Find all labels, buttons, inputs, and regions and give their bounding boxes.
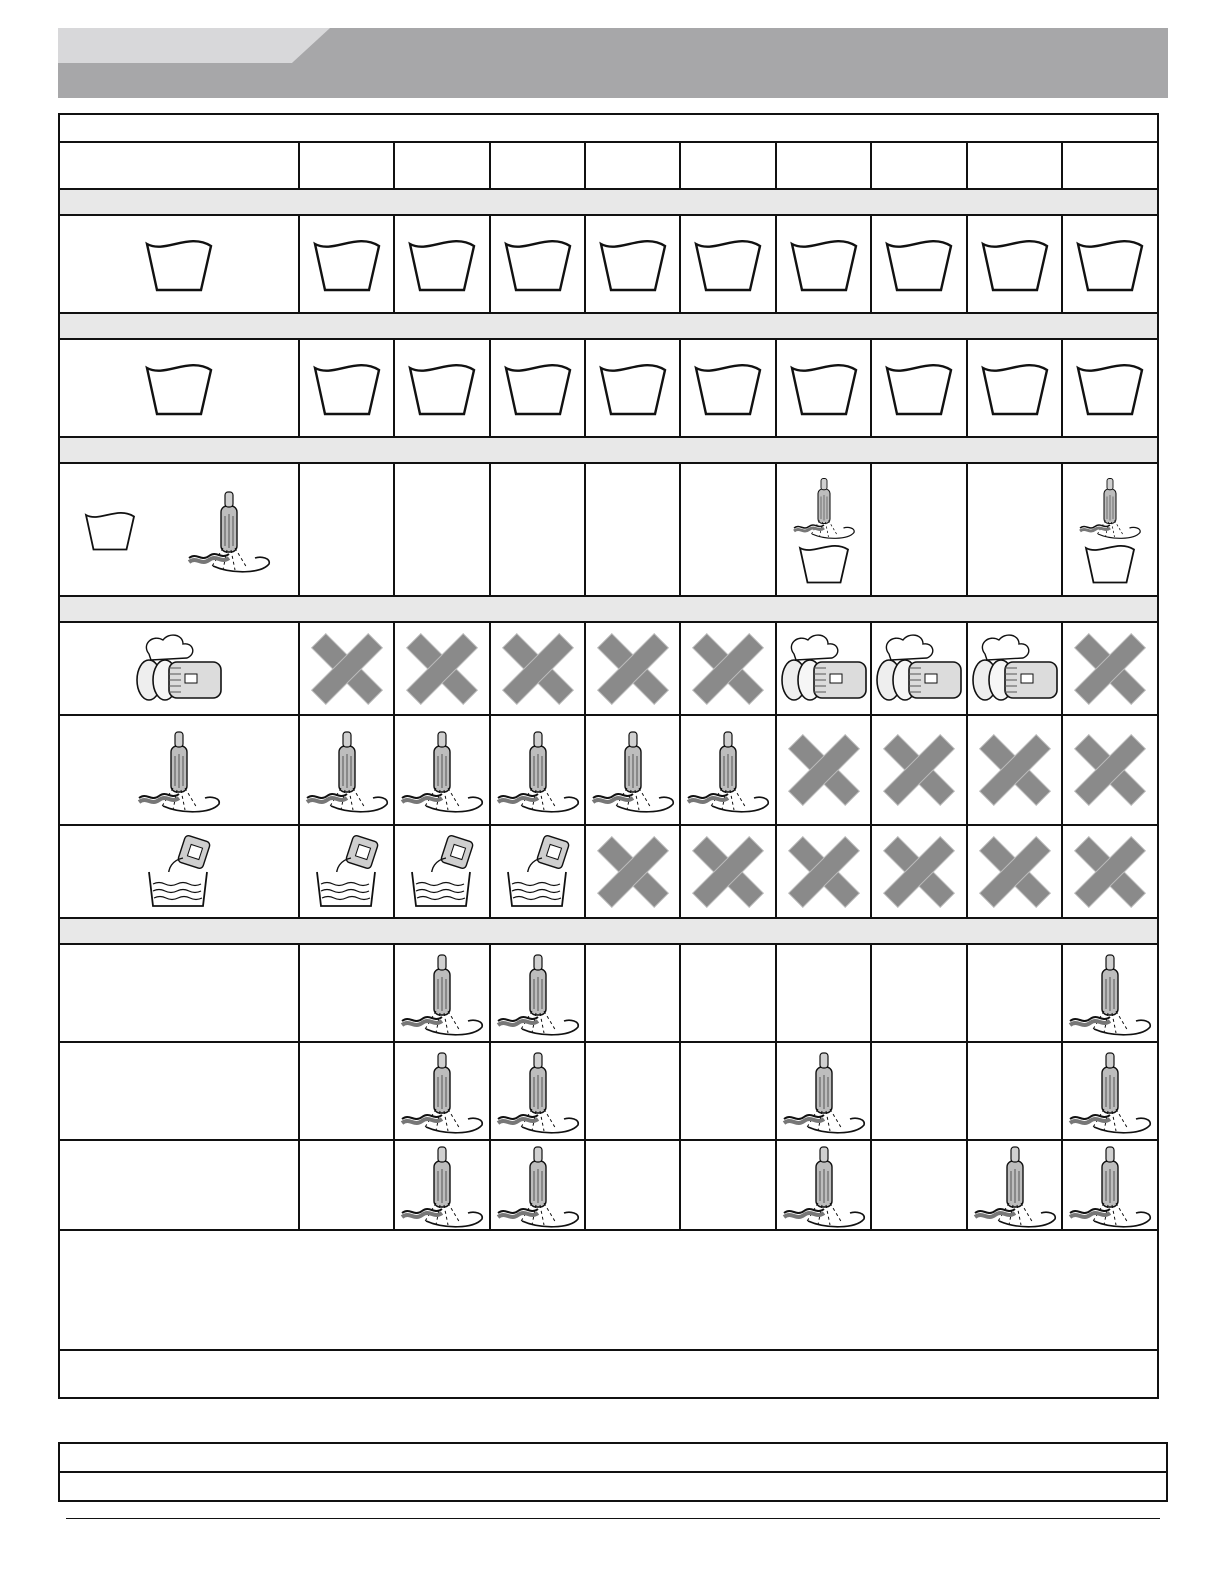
data-cell <box>871 622 967 715</box>
wash-basin-icon <box>597 234 669 294</box>
wash-basin-icon <box>1083 540 1137 586</box>
data-cell <box>967 944 1062 1042</box>
data-cell <box>585 825 680 918</box>
wash-basin-icon <box>406 234 478 294</box>
data-cell <box>680 1042 776 1140</box>
footer-row <box>59 1472 1167 1501</box>
spray-nozzle-icon <box>969 1141 1061 1229</box>
spray-nozzle-icon <box>492 1047 584 1135</box>
data-cell <box>490 1042 585 1140</box>
not-suitable-icon <box>788 836 860 908</box>
row-label-cell <box>59 622 299 715</box>
column-header-cell <box>1062 142 1158 189</box>
data-cell <box>490 339 585 437</box>
wash-basin-icon <box>883 234 955 294</box>
data-cell <box>967 622 1062 715</box>
data-cell <box>585 339 680 437</box>
wash-basin-icon <box>311 234 383 294</box>
wash-basin-icon <box>788 234 860 294</box>
not-suitable-icon <box>597 633 669 705</box>
wash-basin-icon <box>1074 358 1146 418</box>
spray-nozzle-icon <box>301 726 393 814</box>
data-cell <box>1062 825 1158 918</box>
table-row <box>59 189 1158 215</box>
wash-basin-icon <box>406 358 478 418</box>
table-row <box>59 215 1158 313</box>
data-cell <box>680 825 776 918</box>
wash-basin-icon <box>692 234 764 294</box>
data-cell <box>967 463 1062 596</box>
data-cell <box>490 622 585 715</box>
data-cell <box>299 825 394 918</box>
column-header-cell <box>967 142 1062 189</box>
data-cell <box>871 1042 967 1140</box>
spray-nozzle-icon <box>1075 474 1145 540</box>
data-cell <box>585 463 680 596</box>
data-cell <box>299 463 394 596</box>
table-row <box>59 825 1158 918</box>
not-suitable-icon <box>597 836 669 908</box>
data-cell <box>299 622 394 715</box>
spray-nozzle-icon <box>1064 1141 1156 1229</box>
data-cell <box>490 1140 585 1230</box>
table-row <box>59 1350 1158 1398</box>
data-cell <box>1062 622 1158 715</box>
row-label-cell <box>59 944 299 1042</box>
column-header-cell <box>776 142 871 189</box>
notes-cell <box>59 1230 1158 1350</box>
data-cell <box>1062 1042 1158 1140</box>
data-cell <box>776 944 871 1042</box>
page-divider <box>66 1518 1160 1519</box>
column-header-cell <box>394 142 490 189</box>
table-row <box>59 114 1158 142</box>
not-suitable-icon <box>788 734 860 806</box>
data-cell <box>680 944 776 1042</box>
section-header <box>59 596 1158 622</box>
data-cell <box>871 715 967 825</box>
spray-nozzle-icon <box>1064 949 1156 1037</box>
data-cell <box>299 339 394 437</box>
data-cell <box>394 1042 490 1140</box>
data-cell <box>1062 463 1158 596</box>
data-cell <box>299 715 394 825</box>
table-title-cell <box>59 114 1158 142</box>
data-cell <box>490 944 585 1042</box>
steam-machine-icon <box>778 632 870 706</box>
data-cell <box>871 339 967 437</box>
section-header <box>59 437 1158 463</box>
data-cell <box>776 463 871 596</box>
column-header-cell <box>585 142 680 189</box>
spray-nozzle-icon <box>183 486 275 574</box>
data-cell <box>776 215 871 313</box>
spray-nozzle-icon <box>789 474 859 540</box>
table-row <box>59 596 1158 622</box>
data-cell <box>680 339 776 437</box>
data-cell <box>680 463 776 596</box>
compatibility-table <box>58 113 1159 1399</box>
table-row <box>59 1230 1158 1350</box>
data-cell <box>967 215 1062 313</box>
data-cell <box>871 825 967 918</box>
spray-nozzle-icon <box>682 726 774 814</box>
data-cell <box>299 1140 394 1230</box>
data-cell <box>871 1140 967 1230</box>
spray-nozzle-icon <box>492 949 584 1037</box>
spray-nozzle-icon <box>492 726 584 814</box>
row-label-cell <box>59 1140 299 1230</box>
data-cell <box>394 715 490 825</box>
data-cell <box>490 825 585 918</box>
data-cell <box>585 1042 680 1140</box>
row-label-cell <box>59 825 299 918</box>
data-cell <box>680 715 776 825</box>
bucket-pour-icon <box>305 834 389 910</box>
table-row <box>59 715 1158 825</box>
notes-cell <box>59 1350 1158 1398</box>
wash-basin-icon <box>311 358 383 418</box>
wash-basin-icon <box>797 540 851 586</box>
section-header <box>59 313 1158 339</box>
spray-nozzle-icon <box>778 1047 870 1135</box>
row-label-cell <box>59 215 299 313</box>
not-suitable-icon <box>883 836 955 908</box>
data-cell <box>585 622 680 715</box>
row-label-cell <box>59 1042 299 1140</box>
section-header <box>59 189 1158 215</box>
data-cell <box>680 1140 776 1230</box>
wash-basin-icon <box>1074 234 1146 294</box>
wash-basin-icon <box>502 358 574 418</box>
footer-table <box>58 1442 1168 1502</box>
row-label-cell <box>59 715 299 825</box>
column-header-cell <box>871 142 967 189</box>
section-header <box>59 918 1158 944</box>
not-suitable-icon <box>883 734 955 806</box>
spray-nozzle-icon <box>587 726 679 814</box>
data-cell <box>680 215 776 313</box>
spray-nozzle-icon <box>133 726 225 814</box>
table-row <box>59 1140 1158 1230</box>
data-cell <box>776 1042 871 1140</box>
row-label-cell <box>59 339 299 437</box>
bucket-pour-icon <box>137 834 221 910</box>
data-cell <box>394 339 490 437</box>
data-cell <box>871 463 967 596</box>
wash-basin-icon <box>883 358 955 418</box>
not-suitable-icon <box>1074 734 1146 806</box>
spray-nozzle-icon <box>778 1141 870 1229</box>
data-cell <box>776 622 871 715</box>
wash-basin-icon <box>502 234 574 294</box>
table-row <box>59 313 1158 339</box>
header-tab <box>58 28 330 63</box>
table-row <box>59 437 1158 463</box>
steam-machine-icon <box>873 632 965 706</box>
spray-nozzle-icon <box>1064 1047 1156 1135</box>
wash-basin-icon <box>979 234 1051 294</box>
data-cell <box>871 215 967 313</box>
wash-basin-icon <box>143 358 215 418</box>
data-cell <box>776 1140 871 1230</box>
data-cell <box>585 715 680 825</box>
not-suitable-icon <box>1074 633 1146 705</box>
column-header-cell <box>680 142 776 189</box>
bucket-pour-icon <box>496 834 580 910</box>
data-cell <box>394 944 490 1042</box>
data-cell <box>490 463 585 596</box>
not-suitable-icon <box>692 836 764 908</box>
data-cell <box>490 215 585 313</box>
data-cell <box>967 715 1062 825</box>
data-cell <box>394 1140 490 1230</box>
row-label-cell <box>59 463 299 596</box>
data-cell <box>1062 944 1158 1042</box>
data-cell <box>394 463 490 596</box>
data-cell <box>776 825 871 918</box>
wash-basin-icon <box>597 358 669 418</box>
header-label-cell <box>59 142 299 189</box>
data-cell <box>776 339 871 437</box>
not-suitable-icon <box>406 633 478 705</box>
spray-nozzle-icon <box>396 1141 488 1229</box>
data-cell <box>299 944 394 1042</box>
data-cell <box>871 944 967 1042</box>
data-cell <box>967 1042 1062 1140</box>
steam-machine-icon <box>969 632 1061 706</box>
data-cell <box>299 215 394 313</box>
data-cell <box>1062 1140 1158 1230</box>
data-cell <box>394 825 490 918</box>
spray-nozzle-icon <box>396 1047 488 1135</box>
wash-basin-icon <box>692 358 764 418</box>
wash-basin-icon <box>143 234 215 294</box>
column-header-cell <box>299 142 394 189</box>
spray-nozzle-icon <box>396 726 488 814</box>
bucket-pour-icon <box>400 834 484 910</box>
table-row <box>59 1042 1158 1140</box>
wash-basin-icon <box>979 358 1051 418</box>
data-cell <box>585 215 680 313</box>
data-cell <box>490 715 585 825</box>
data-cell <box>585 1140 680 1230</box>
data-cell <box>585 944 680 1042</box>
table-row <box>59 944 1158 1042</box>
table-row <box>59 142 1158 189</box>
data-cell <box>776 715 871 825</box>
not-suitable-icon <box>979 734 1051 806</box>
not-suitable-icon <box>692 633 764 705</box>
not-suitable-icon <box>502 633 574 705</box>
data-cell <box>1062 715 1158 825</box>
data-cell <box>967 1140 1062 1230</box>
not-suitable-icon <box>1074 836 1146 908</box>
not-suitable-icon <box>311 633 383 705</box>
data-cell <box>680 622 776 715</box>
not-suitable-icon <box>979 836 1051 908</box>
data-cell <box>299 1042 394 1140</box>
spray-nozzle-icon <box>396 949 488 1037</box>
data-cell <box>1062 215 1158 313</box>
data-cell <box>1062 339 1158 437</box>
table-row <box>59 622 1158 715</box>
data-cell <box>967 339 1062 437</box>
data-cell <box>967 825 1062 918</box>
data-cell <box>394 215 490 313</box>
steam-machine-icon <box>133 632 225 706</box>
wash-basin-icon <box>83 507 137 553</box>
table-row <box>59 918 1158 944</box>
table-row <box>59 463 1158 596</box>
table-row <box>59 339 1158 437</box>
footer-row <box>59 1443 1167 1472</box>
column-header-cell <box>490 142 585 189</box>
data-cell <box>394 622 490 715</box>
wash-basin-icon <box>788 358 860 418</box>
spray-nozzle-icon <box>492 1141 584 1229</box>
